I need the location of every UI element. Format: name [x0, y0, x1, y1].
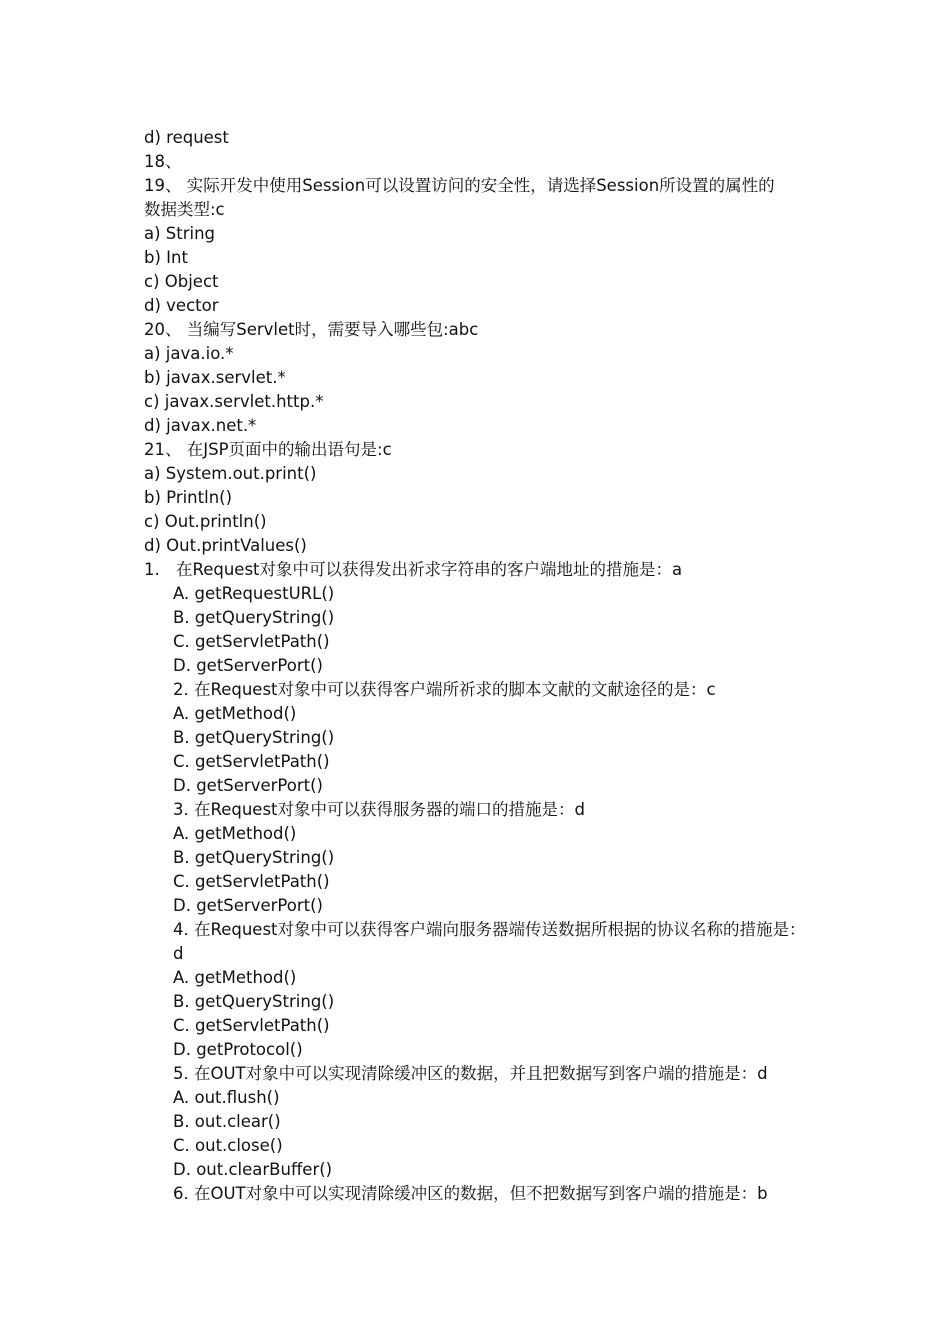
text-line	[0, 414, 950, 438]
line-text: b) Int	[144, 248, 188, 267]
text-line	[0, 126, 950, 150]
text-line	[0, 1038, 950, 1062]
line-text: D. getServerPort()	[173, 776, 323, 795]
text-line	[0, 486, 950, 510]
line-text: A. getMethod()	[173, 704, 297, 723]
text-line	[0, 750, 950, 774]
text-line	[0, 1182, 950, 1206]
text-line	[0, 366, 950, 390]
document-body	[0, 126, 950, 1206]
line-text: 18、	[144, 152, 182, 171]
text-line	[0, 798, 950, 822]
line-text: 19、 实际开发中使用Session可以设置访问的安全性，请选择Session所设置的属性的	[144, 176, 775, 195]
line-text: B. getQueryString()	[173, 728, 335, 747]
text-line	[0, 510, 950, 534]
line-text: c) javax.servlet.http.*	[144, 392, 324, 411]
line-text: c) Out.println()	[144, 512, 267, 531]
line-text: b) javax.servlet.*	[144, 368, 286, 387]
line-text: 5. 在OUT对象中可以实现清除缓冲区的数据，并且把数据写到客户端的措施是：d	[173, 1064, 768, 1083]
line-text: d) request	[144, 128, 229, 147]
line-text: 4. 在Request对象中可以获得客户端向服务器端传送数据所根据的协议名称的措施是：	[173, 920, 806, 939]
line-text: D. getServerPort()	[173, 896, 323, 915]
line-text: D. out.clearBuffer()	[173, 1160, 333, 1179]
text-line	[0, 222, 950, 246]
line-text: 20、 当编写Servlet时，需要导入哪些包:abc	[144, 320, 479, 339]
text-line	[0, 174, 950, 198]
text-line	[0, 534, 950, 558]
text-line	[0, 966, 950, 990]
line-text: 2. 在Request对象中可以获得客户端所祈求的脚本文献的文献途径的是：c	[173, 680, 716, 699]
text-line	[0, 558, 950, 582]
text-line	[0, 1134, 950, 1158]
line-text: D. getServerPort()	[173, 656, 323, 675]
line-text: A. getMethod()	[173, 824, 297, 843]
text-line	[0, 990, 950, 1014]
text-line	[0, 654, 950, 678]
text-line	[0, 198, 950, 222]
text-line	[0, 582, 950, 606]
line-text: B. getQueryString()	[173, 848, 335, 867]
line-text: C. getServletPath()	[173, 632, 330, 651]
line-text: d	[173, 944, 184, 963]
text-line	[0, 150, 950, 174]
text-line	[0, 1086, 950, 1110]
text-line	[0, 294, 950, 318]
text-line	[0, 726, 950, 750]
text-line	[0, 918, 950, 942]
line-text: B. out.clear()	[173, 1112, 281, 1131]
text-line	[0, 678, 950, 702]
line-text: B. getQueryString()	[173, 608, 335, 627]
line-text: C. getServletPath()	[173, 872, 330, 891]
line-text: d) javax.net.*	[144, 416, 257, 435]
text-line	[0, 246, 950, 270]
text-line	[0, 1110, 950, 1134]
line-text: A. getRequestURL()	[173, 584, 335, 603]
line-text: a) String	[144, 224, 216, 243]
list-number: 1.	[144, 560, 160, 579]
text-line	[0, 942, 950, 966]
text-line	[0, 270, 950, 294]
text-line	[0, 438, 950, 462]
line-text: a) java.io.*	[144, 344, 234, 363]
text-line	[0, 342, 950, 366]
text-line	[0, 894, 950, 918]
line-text: b) Println()	[144, 488, 233, 507]
text-line	[0, 846, 950, 870]
line-text: 3. 在Request对象中可以获得服务器的端口的措施是：d	[173, 800, 585, 819]
text-line	[0, 318, 950, 342]
text-line	[0, 1014, 950, 1038]
line-text: d) vector	[144, 296, 219, 315]
line-text: C. getServletPath()	[173, 752, 330, 771]
line-text: A. out.flush()	[173, 1088, 280, 1107]
text-line	[0, 1062, 950, 1086]
line-text: d) Out.printValues()	[144, 536, 307, 555]
line-text: a) System.out.print()	[144, 464, 317, 483]
line-text: C. getServletPath()	[173, 1016, 330, 1035]
line-text: 数据类型:c	[144, 200, 225, 219]
text-line	[0, 462, 950, 486]
text-line	[0, 1158, 950, 1182]
line-text: c) Object	[144, 272, 219, 291]
text-line	[0, 630, 950, 654]
line-text: D. getProtocol()	[173, 1040, 303, 1059]
text-line	[0, 702, 950, 726]
text-line	[0, 822, 950, 846]
text-line	[0, 606, 950, 630]
line-text: 在Request对象中可以获得发出祈求字符串的客户端地址的措施是：a	[176, 560, 683, 579]
line-text: B. getQueryString()	[173, 992, 335, 1011]
text-line	[0, 870, 950, 894]
line-text: 21、 在JSP页面中的输出语句是:c	[144, 440, 392, 459]
text-line	[0, 774, 950, 798]
text-line	[0, 390, 950, 414]
line-text: C. out.close()	[173, 1136, 283, 1155]
line-text: A. getMethod()	[173, 968, 297, 987]
line-text: 6. 在OUT对象中可以实现清除缓冲区的数据，但不把数据写到客户端的措施是：b	[173, 1184, 768, 1203]
